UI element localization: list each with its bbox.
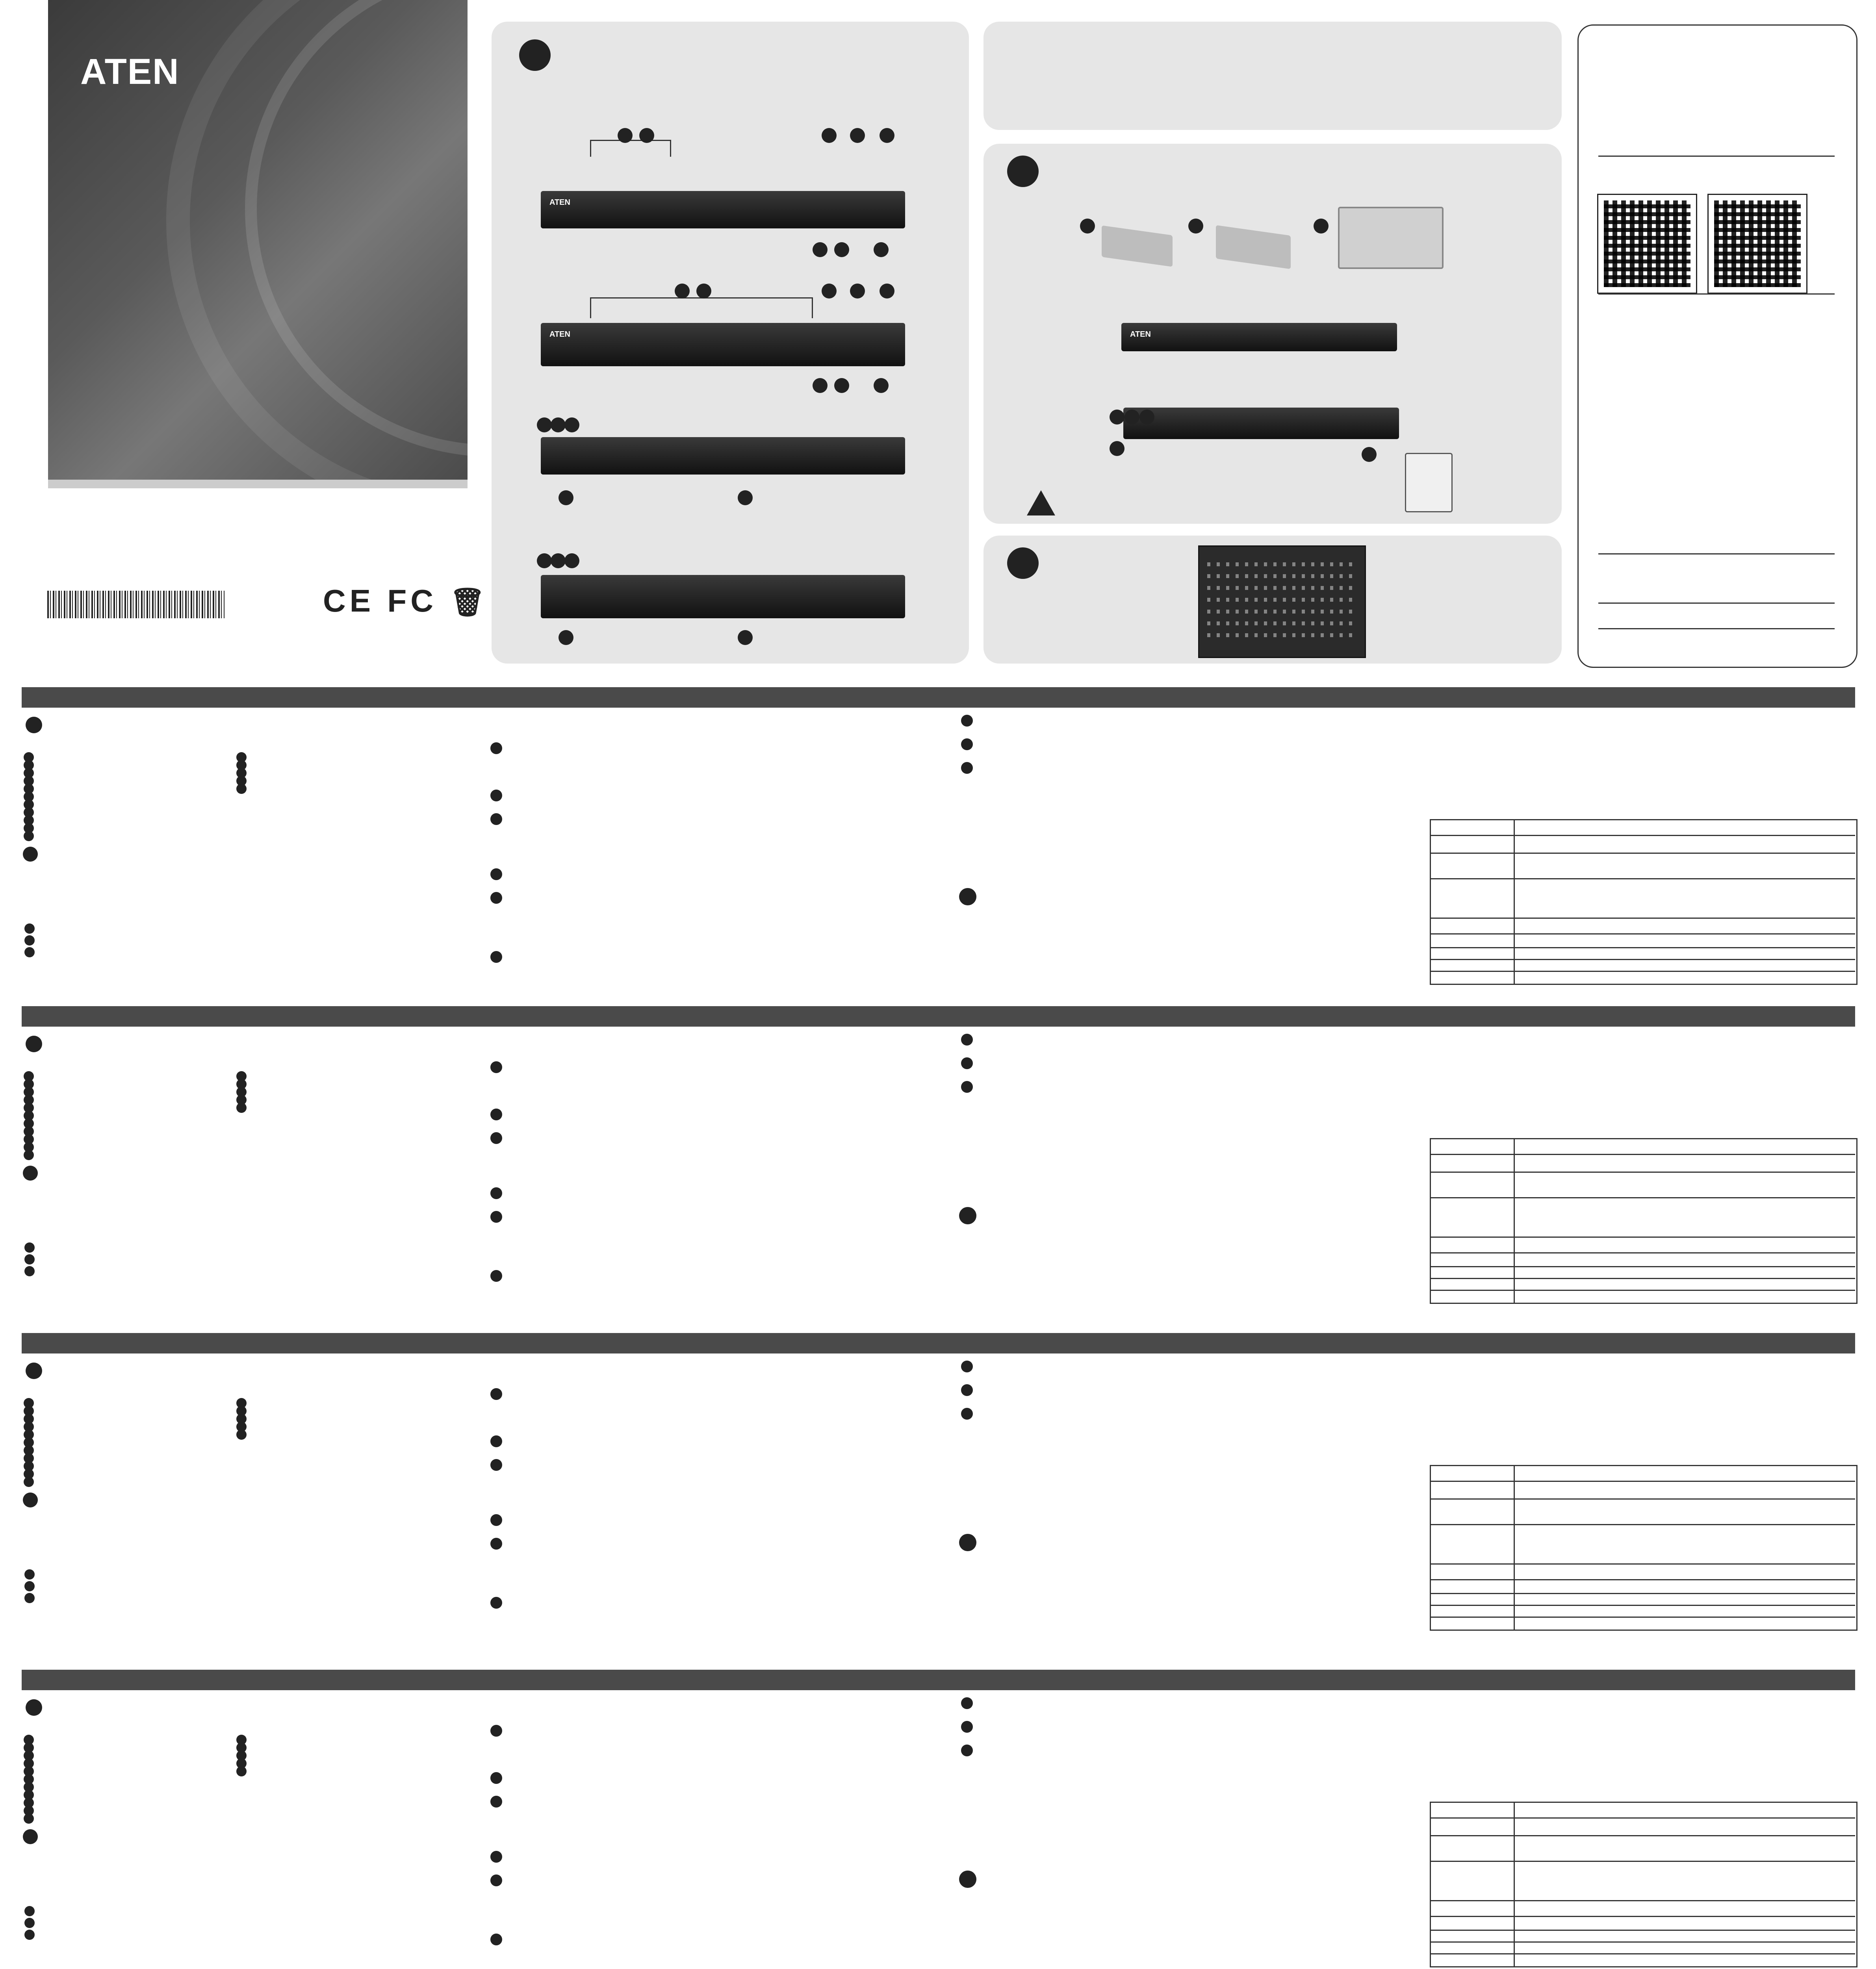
list-marker: [24, 1581, 35, 1591]
panel-requirements: [983, 22, 1562, 130]
callout-2: [639, 128, 654, 143]
callout-6: [813, 242, 828, 257]
list-marker: [24, 1266, 35, 1276]
divider: [1598, 553, 1835, 554]
callout-9: [537, 553, 552, 568]
list-marker: [490, 1459, 502, 1471]
cover-panel: [48, 0, 468, 488]
qr-code-icon: [1598, 195, 1696, 293]
callout-4: [850, 284, 865, 299]
qr-code-icon: [1709, 195, 1806, 293]
list-marker: [490, 813, 502, 825]
switch-rear-16port: [541, 575, 905, 618]
section-marker: [959, 1207, 976, 1224]
list-marker: [490, 1388, 502, 1400]
list-marker: [490, 1538, 502, 1550]
list-marker: [490, 1514, 502, 1526]
list-marker: [490, 951, 502, 963]
table-row: [1430, 1172, 1855, 1173]
table-row: [1430, 1941, 1855, 1943]
list-marker: [24, 831, 34, 841]
callout-line: [590, 297, 813, 318]
list-marker: [490, 1270, 502, 1282]
section-marker: [959, 1534, 976, 1551]
barcode-icon: [47, 591, 225, 618]
callout-6: [813, 378, 828, 393]
table-row: [1430, 1481, 1855, 1482]
section-c-marker: [1007, 547, 1039, 579]
callout-rack-2: [1188, 219, 1203, 234]
rack-step-3: [1338, 207, 1444, 269]
list-marker: [961, 715, 973, 727]
panel-hardware-overview: [492, 22, 969, 664]
callout-11: [564, 417, 579, 432]
list-marker: [490, 1109, 502, 1120]
list-marker: [24, 1918, 35, 1928]
list-marker: [24, 1254, 35, 1264]
table-row: [1430, 878, 1855, 879]
support-panel: [1577, 24, 1857, 668]
table-row: [1430, 1593, 1855, 1594]
list-marker: [236, 1766, 247, 1776]
divider: [1598, 628, 1835, 629]
list-marker: [961, 1081, 973, 1093]
switch-connected: ATEN: [1121, 323, 1397, 351]
table-row: [1430, 947, 1855, 948]
table-row: [1430, 1953, 1855, 1954]
table-row: [1430, 1817, 1855, 1819]
list-marker: [24, 1813, 34, 1824]
callout-10: [551, 553, 566, 568]
language-band: [22, 1333, 1855, 1353]
osd-row: [1207, 610, 1357, 614]
divider: [1598, 293, 1835, 295]
callout-2: [696, 284, 711, 299]
list-marker: [236, 784, 247, 794]
list-marker: [961, 1721, 973, 1733]
callout-conn-2: [1124, 410, 1139, 425]
section-b-marker: [1007, 156, 1039, 187]
callout-conn-3: [1139, 410, 1154, 425]
cover-footer-band: [48, 480, 468, 488]
list-marker: [490, 1435, 502, 1447]
callout-7: [834, 242, 849, 257]
list-marker: [961, 1361, 973, 1372]
callout-4: [850, 128, 865, 143]
osd-row: [1207, 562, 1357, 566]
list-marker: [24, 1150, 34, 1160]
list-marker: [490, 1874, 502, 1886]
list-marker: [961, 1057, 973, 1069]
callout-rack-3: [1314, 219, 1329, 234]
section-marker: [959, 1871, 976, 1888]
list-marker: [961, 762, 973, 774]
list-marker: [24, 1906, 35, 1916]
list-marker: [24, 1593, 35, 1603]
list-marker: [26, 1699, 42, 1716]
list-marker: [23, 1493, 38, 1507]
table-row: [1430, 853, 1855, 854]
table-row: [1430, 959, 1855, 960]
list-marker: [23, 1829, 38, 1844]
panel-operation: [983, 536, 1562, 664]
callout-5: [880, 128, 894, 143]
osd-row: [1207, 598, 1357, 602]
list-marker: [490, 1796, 502, 1808]
callout-13: [738, 490, 753, 505]
section-marker: [959, 888, 976, 905]
table-row: [1430, 1237, 1855, 1238]
callout-5: [880, 284, 894, 299]
list-marker: [490, 892, 502, 904]
callout-rack-1: [1080, 219, 1095, 234]
osd-screen: [1198, 545, 1366, 658]
list-marker: [490, 742, 502, 754]
list-marker: [24, 1569, 35, 1580]
table-row: [1430, 1278, 1855, 1279]
language-band: [22, 687, 1855, 708]
list-marker: [961, 738, 973, 750]
table-row: [1430, 1617, 1855, 1618]
rack-step-2: [1216, 225, 1291, 269]
osd-row: [1207, 574, 1357, 578]
table-row: [1430, 1154, 1855, 1155]
callout-conn-1: [1110, 410, 1124, 425]
table-row: [1430, 1197, 1855, 1198]
list-marker: [24, 923, 35, 934]
brand-logo: ATEN: [80, 52, 180, 92]
list-marker: [961, 1034, 973, 1046]
list-marker: [490, 1597, 502, 1609]
rack-step-1: [1102, 225, 1173, 267]
list-marker: [490, 1211, 502, 1223]
osd-row: [1207, 633, 1357, 637]
table-row: [1430, 1290, 1855, 1291]
callout-12: [559, 490, 573, 505]
list-marker: [490, 1132, 502, 1144]
switch-front-16port: ATEN: [541, 323, 905, 366]
osd-row: [1207, 621, 1357, 625]
callout-9: [537, 417, 552, 432]
list-marker: [23, 1166, 38, 1181]
list-marker: [236, 1429, 247, 1440]
list-marker: [490, 1934, 502, 1945]
table-row: [1430, 1916, 1855, 1917]
weee-bin-icon: 🗑: [450, 587, 489, 617]
list-marker: [24, 947, 35, 957]
list-marker: [490, 1725, 502, 1737]
callout-conn-4: [1110, 441, 1124, 456]
callout-13: [738, 630, 753, 645]
certification-marks: [323, 583, 489, 619]
panel-installation: [983, 144, 1562, 524]
callout-7: [834, 378, 849, 393]
callout-line: [590, 140, 671, 157]
callout-8: [874, 242, 889, 257]
callout-1: [675, 284, 690, 299]
table-row: [1430, 918, 1855, 919]
list-marker: [24, 1242, 35, 1253]
callout-3: [822, 128, 837, 143]
switch-rear-8port: [541, 437, 905, 475]
list-marker: [236, 1103, 247, 1113]
list-marker: [26, 1036, 42, 1052]
table-row: [1430, 1835, 1855, 1836]
table-row: [1430, 1930, 1855, 1931]
table-row: [1430, 1605, 1855, 1606]
callout-12: [559, 630, 573, 645]
list-marker: [961, 1745, 973, 1756]
table-row: [1430, 1861, 1855, 1862]
table-row: [1430, 1579, 1855, 1580]
table-row: [1430, 1498, 1855, 1500]
callout-11: [564, 553, 579, 568]
callout-3: [822, 284, 837, 299]
switch-front-8port: ATEN: [541, 191, 905, 228]
list-marker: [24, 935, 35, 946]
list-marker: [24, 1930, 35, 1940]
list-marker: [490, 868, 502, 880]
list-marker: [490, 790, 502, 801]
table-row: [1430, 1524, 1855, 1525]
list-marker: [961, 1697, 973, 1709]
divider: [1598, 156, 1835, 157]
list-marker: [961, 1408, 973, 1420]
list-marker: [24, 1477, 34, 1487]
table-row: [1430, 1900, 1855, 1901]
table-row: [1430, 835, 1855, 836]
language-band: [22, 1670, 1855, 1690]
list-marker: [961, 1384, 973, 1396]
section-a-marker: [519, 39, 551, 71]
list-marker: [26, 1363, 42, 1379]
switch-rear-connected: [1123, 408, 1399, 439]
list-marker: [23, 847, 38, 862]
callout-1: [618, 128, 633, 143]
callout-conn-5: [1362, 447, 1377, 462]
osd-row: [1207, 586, 1357, 590]
divider: [1598, 603, 1835, 604]
table-row: [1430, 1563, 1855, 1565]
table-row: [1430, 971, 1855, 972]
list-marker: [490, 1187, 502, 1199]
language-band: [22, 1006, 1855, 1027]
list-marker: [490, 1061, 502, 1073]
table-row: [1430, 933, 1855, 934]
list-marker: [490, 1772, 502, 1784]
table-row: [1430, 1252, 1855, 1253]
callout-8: [874, 378, 889, 393]
callout-10: [551, 417, 566, 432]
list-marker: [490, 1851, 502, 1863]
list-marker: [26, 717, 42, 733]
warning-icon: [1027, 490, 1055, 515]
table-row: [1430, 1266, 1855, 1267]
computer-tower: [1405, 453, 1453, 512]
cert-text: CE FC: [323, 583, 437, 618]
